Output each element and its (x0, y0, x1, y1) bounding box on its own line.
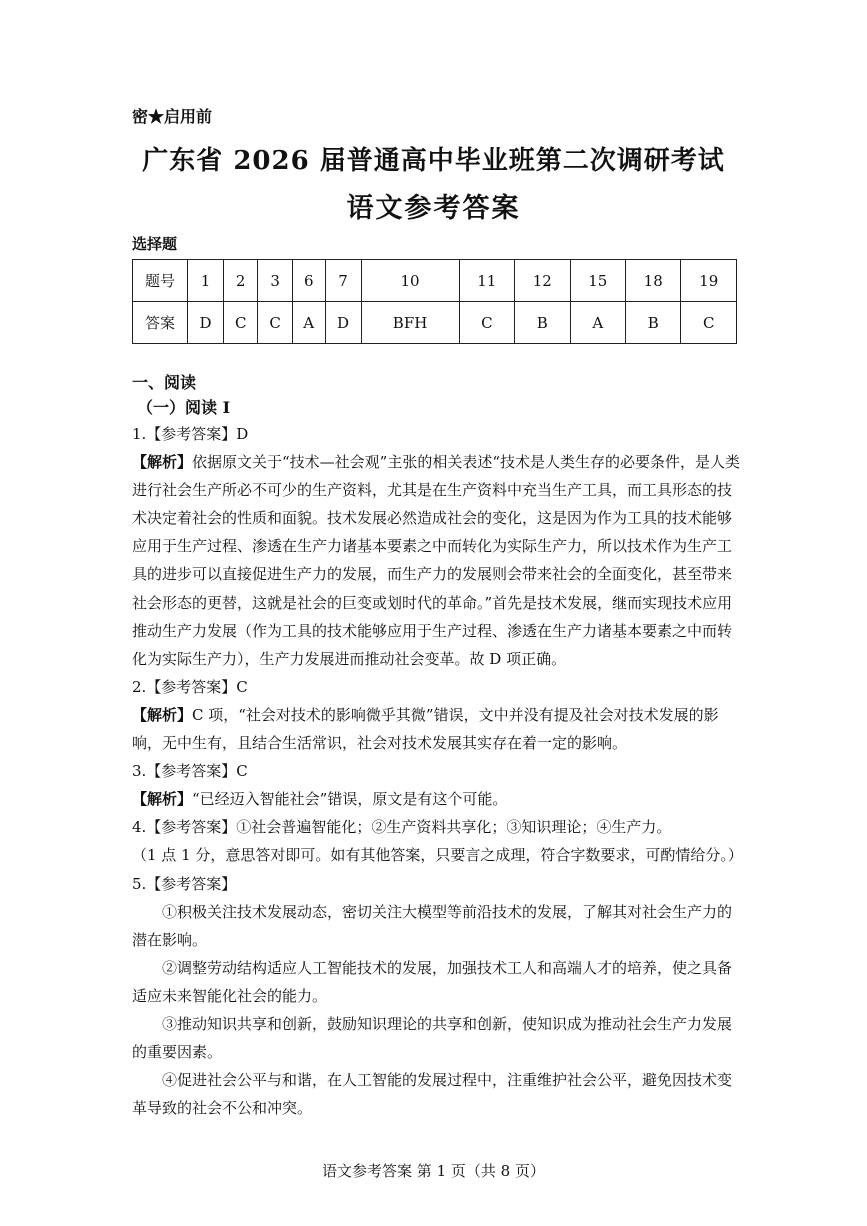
q5-point-2: ②调整劳动结构适应人工智能技术的发展，加强技术工人和高端人才的培养，使之具备适应未来智能化社会的能力。 (132, 958, 733, 1005)
question-number: 3 (258, 260, 292, 302)
row-label: 答案 (133, 302, 188, 344)
answer-cell: A (292, 302, 325, 344)
question-number: 18 (625, 260, 680, 302)
q2-analysis-text: C 项，“社会对技术的影响微乎其微”错误，文中并没有提及社会对技术发展的影响，无中生有，且结合生活常识，社会对技术发展其实存在着一定的影响。 (132, 705, 719, 753)
answer-cell: C (258, 302, 292, 344)
question-number: 11 (459, 260, 514, 302)
q3-analysis-text: “已经迈入智能社会”错误，原文是有这个可能。 (192, 790, 508, 809)
question-number: 7 (325, 260, 361, 302)
question-number: 12 (515, 260, 570, 302)
mcq-answer-table (132, 259, 737, 344)
question-number: 1 (188, 260, 224, 302)
question-number: 15 (570, 260, 625, 302)
page-footer: 语文参考答案 第 1 页（共 8 页） (322, 1162, 545, 1180)
answer-cell: D (325, 302, 361, 344)
q3-answer: 3.【参考答案】C (132, 762, 248, 781)
q2-analysis (132, 701, 744, 757)
answer-cell: BFH (361, 302, 459, 344)
section-heading: 一、阅读 (132, 373, 197, 392)
analysis-label: 【解析】 (132, 705, 193, 724)
q1-answer: 1.【参考答案】D (132, 425, 249, 443)
row-label: 题号 (133, 260, 188, 302)
answer-cell: C (681, 302, 737, 344)
q1-analysis (132, 448, 744, 673)
question-number: 19 (681, 260, 737, 302)
q2-answer: 2.【参考答案】C (132, 677, 248, 696)
analysis-label: 【解析】 (132, 790, 193, 809)
answer-cell: C (459, 302, 514, 344)
question-number: 10 (361, 260, 459, 302)
q5-answer: 5.【参考答案】 (132, 874, 237, 893)
mcq-heading: 选择题 (132, 235, 178, 253)
q4-answer: 4.【参考答案】①社会普遍智能化；②生产资料共享化；③知识理论；④生产力。 (132, 818, 672, 837)
q4-scoring-note: （1 点 1 分，意思答对即可。如有其他答案，只要言之成理，符合字数要求，可酌情给分。） (132, 846, 743, 865)
q5-point-4: ④促进社会公平与和谐，在人工智能的发展过程中，注重维护社会公平，避免因技术变革导致的社会不公和冲突。 (132, 1071, 733, 1118)
q3-analysis (132, 785, 744, 813)
q5-point-1: ①积极关注技术发展动态，密切关注大模型等前沿技术的发展，了解其对社会生产力的潜在影响。 (132, 902, 733, 949)
question-number: 2 (223, 260, 257, 302)
answer-cell: D (188, 302, 224, 344)
q5-point-3: ③推动知识共享和创新，鼓励知识理论的共享和创新，使知识成为推动社会生产力发展的重要因素。 (132, 1014, 733, 1062)
analysis-label: 【解析】 (132, 453, 193, 472)
confidential-mark: 密★启用前 (132, 107, 213, 126)
question-number: 6 (292, 260, 325, 302)
subsection-heading: （一）阅读 I (137, 398, 231, 417)
document-subtitle: 语文参考答案 (346, 193, 521, 224)
answer-cell: B (625, 302, 680, 344)
answer-body (132, 420, 744, 1122)
answer-cell: C (223, 302, 257, 344)
answer-row (133, 302, 737, 344)
answer-cell: A (570, 302, 625, 344)
exam-title: 广东省 2026 届普通高中毕业班第二次调研考试 (142, 146, 725, 176)
q1-analysis-text: 依据原文关于“技术—社会观”主张的相关表述“技术是人类生存的必要条件，是人类进行社会生产所必不可少的生产资料，尤其是在生产资料中充当生产工具，而工具形态的技术决定着社会的性质和面貌。技术发展必然造成社会的变化，这是因为作为工具的技术能够应用于生产过程、渗透在生产力诸基本要素之中而转化为实际生产力，所以技术作为生产工具的进步可以直接促进生产力的发展，而生产力的发展则会带来社会的全面变化，甚至带来社会形态的更替，这就是社会的巨变或划时代的革命。”首先是技术发展，继而实现技术应用推动生产力发展（作为工具的技术能够应用于生产过程、渗透在生产力诸基本要素之中而转化为实际生产力），生产力发展进而推动社会变革。故 D 项正确。 (132, 453, 741, 668)
answer-cell: B (515, 302, 570, 344)
question-number-row (133, 260, 737, 302)
